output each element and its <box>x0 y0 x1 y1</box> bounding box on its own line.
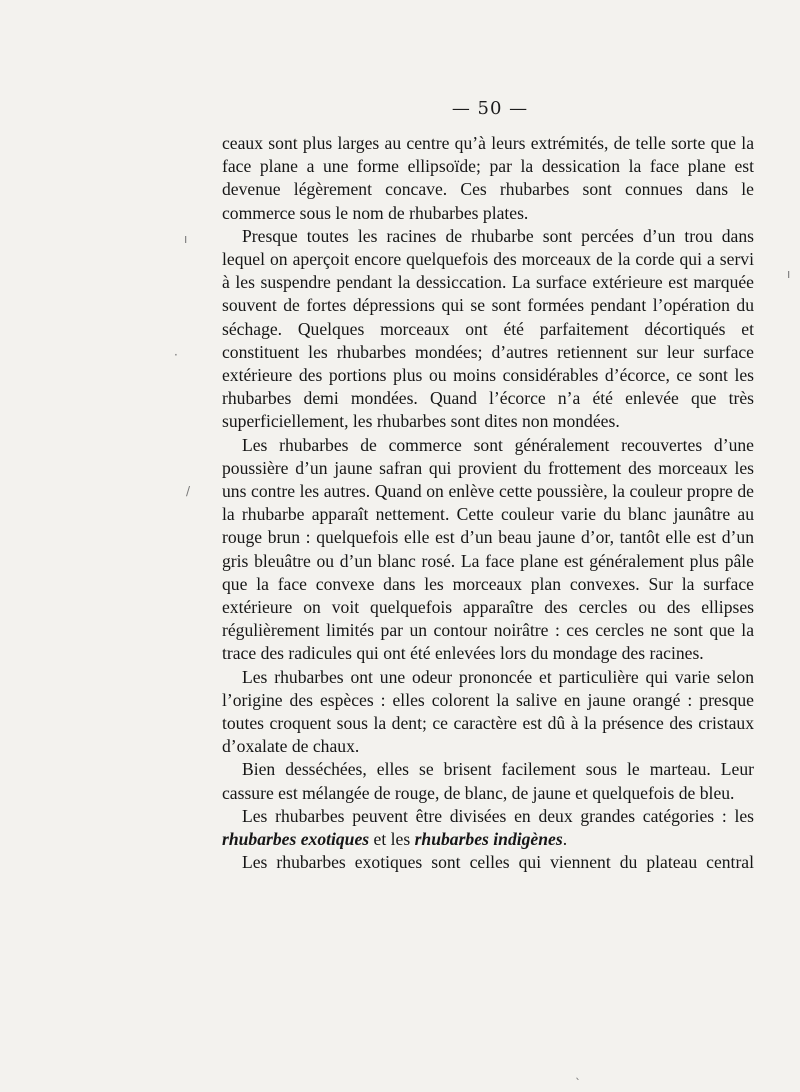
page-number: — 50 — <box>451 98 529 119</box>
paragraph-6 <box>222 805 754 851</box>
paragraph-6-start: Les rhubarbes peuvent être divisées en deux grandes catégories : les <box>242 805 754 826</box>
paragraph-4: Les rhubarbes ont une odeur prononcée et particulière qui varie selon l’origine des espèces : elles colorent la salive en jaune orangé : presque toutes croquent sous la dent; ce caractère est dû à la présence des cristaux d’oxalate de chaux. <box>222 666 754 757</box>
margin-mark-bottom: ˎ <box>575 1066 581 1080</box>
margin-mark-left-1: ı <box>184 232 188 246</box>
paragraph-3: Les rhubarbes de commerce sont généralement recouvertes d’une poussière d’un jaune safran qui provient du frottement des morceaux les uns contre les autres. Quand on enlève cette poussière, la couleur propre de la rhubarbe apparaît nettement. Cette couleur varie du blanc jaunâtre au rouge brun : quelquefois elle est d’un beau jaune d’or, tantôt elle est d’un gris bleuâtre ou d’un blanc rosé. La face plane est généralement plus pâle que la face convexe dans les morceaux plan convexes. Sur la surface extérieure on voit quelquefois apparaître des cercles ou des ellipses régulièrement limités par un contour noirâtre : ces cercles ne sont que la trace des radicules qui ont été enlevées lors du mondage des racines. <box>222 434 754 664</box>
paragraph-1: ceaux sont plus larges au centre qu’à leurs extrémités, de telle sorte que la face plane a une forme ellipsoïde; par la dessication la face plane est devenue légèrement concave. Ces rhubarbes sont connues dans le commerce sous le nom de rhubarbes plates. <box>222 133 754 223</box>
term-native-rhubarbs: rhubarbes indigènes <box>414 829 563 850</box>
margin-mark-right-1: ı <box>787 267 791 281</box>
margin-mark-left-3: / <box>186 484 191 498</box>
paragraph-7: Les rhubarbes exotiques sont celles qui viennent du plateau central <box>242 852 754 873</box>
term-exotic-rhubarbs: rhubarbes exotiques <box>222 829 370 850</box>
paragraph-6-middle: et les <box>369 829 415 850</box>
margin-mark-left-2: · <box>174 348 178 362</box>
body-text <box>222 132 754 875</box>
paragraph-5: Bien desséchées, elles se brisent facilement sous le marteau. Leur cassure est mélangée de rouge, de blanc, de jaune et quelquefois de bleu. <box>222 759 754 803</box>
paragraph-6-end: . <box>562 829 568 850</box>
paragraph-2: Presque toutes les racines de rhubarbe sont percées d’un trou dans lequel on aperçoit encore quelquefois des morceaux de la corde qui a servi à les suspendre pendant la dessiccation. La surface extérieure est marquée souvent de fortes dépressions qui se sont formées pendant l’opération du séchage. Quelques morceaux ont été parfaitement décortiqués et constituent les rhubarbes mondées; d’autres retiennent sur leur surface extérieure des portions plus ou moins considérables d’écorce, ce sont les rhubarbes demi mondées. Quand l’écorce n’a été enlevée que très superficiellement, les rhubarbes sont dites non mondées. <box>222 225 754 432</box>
